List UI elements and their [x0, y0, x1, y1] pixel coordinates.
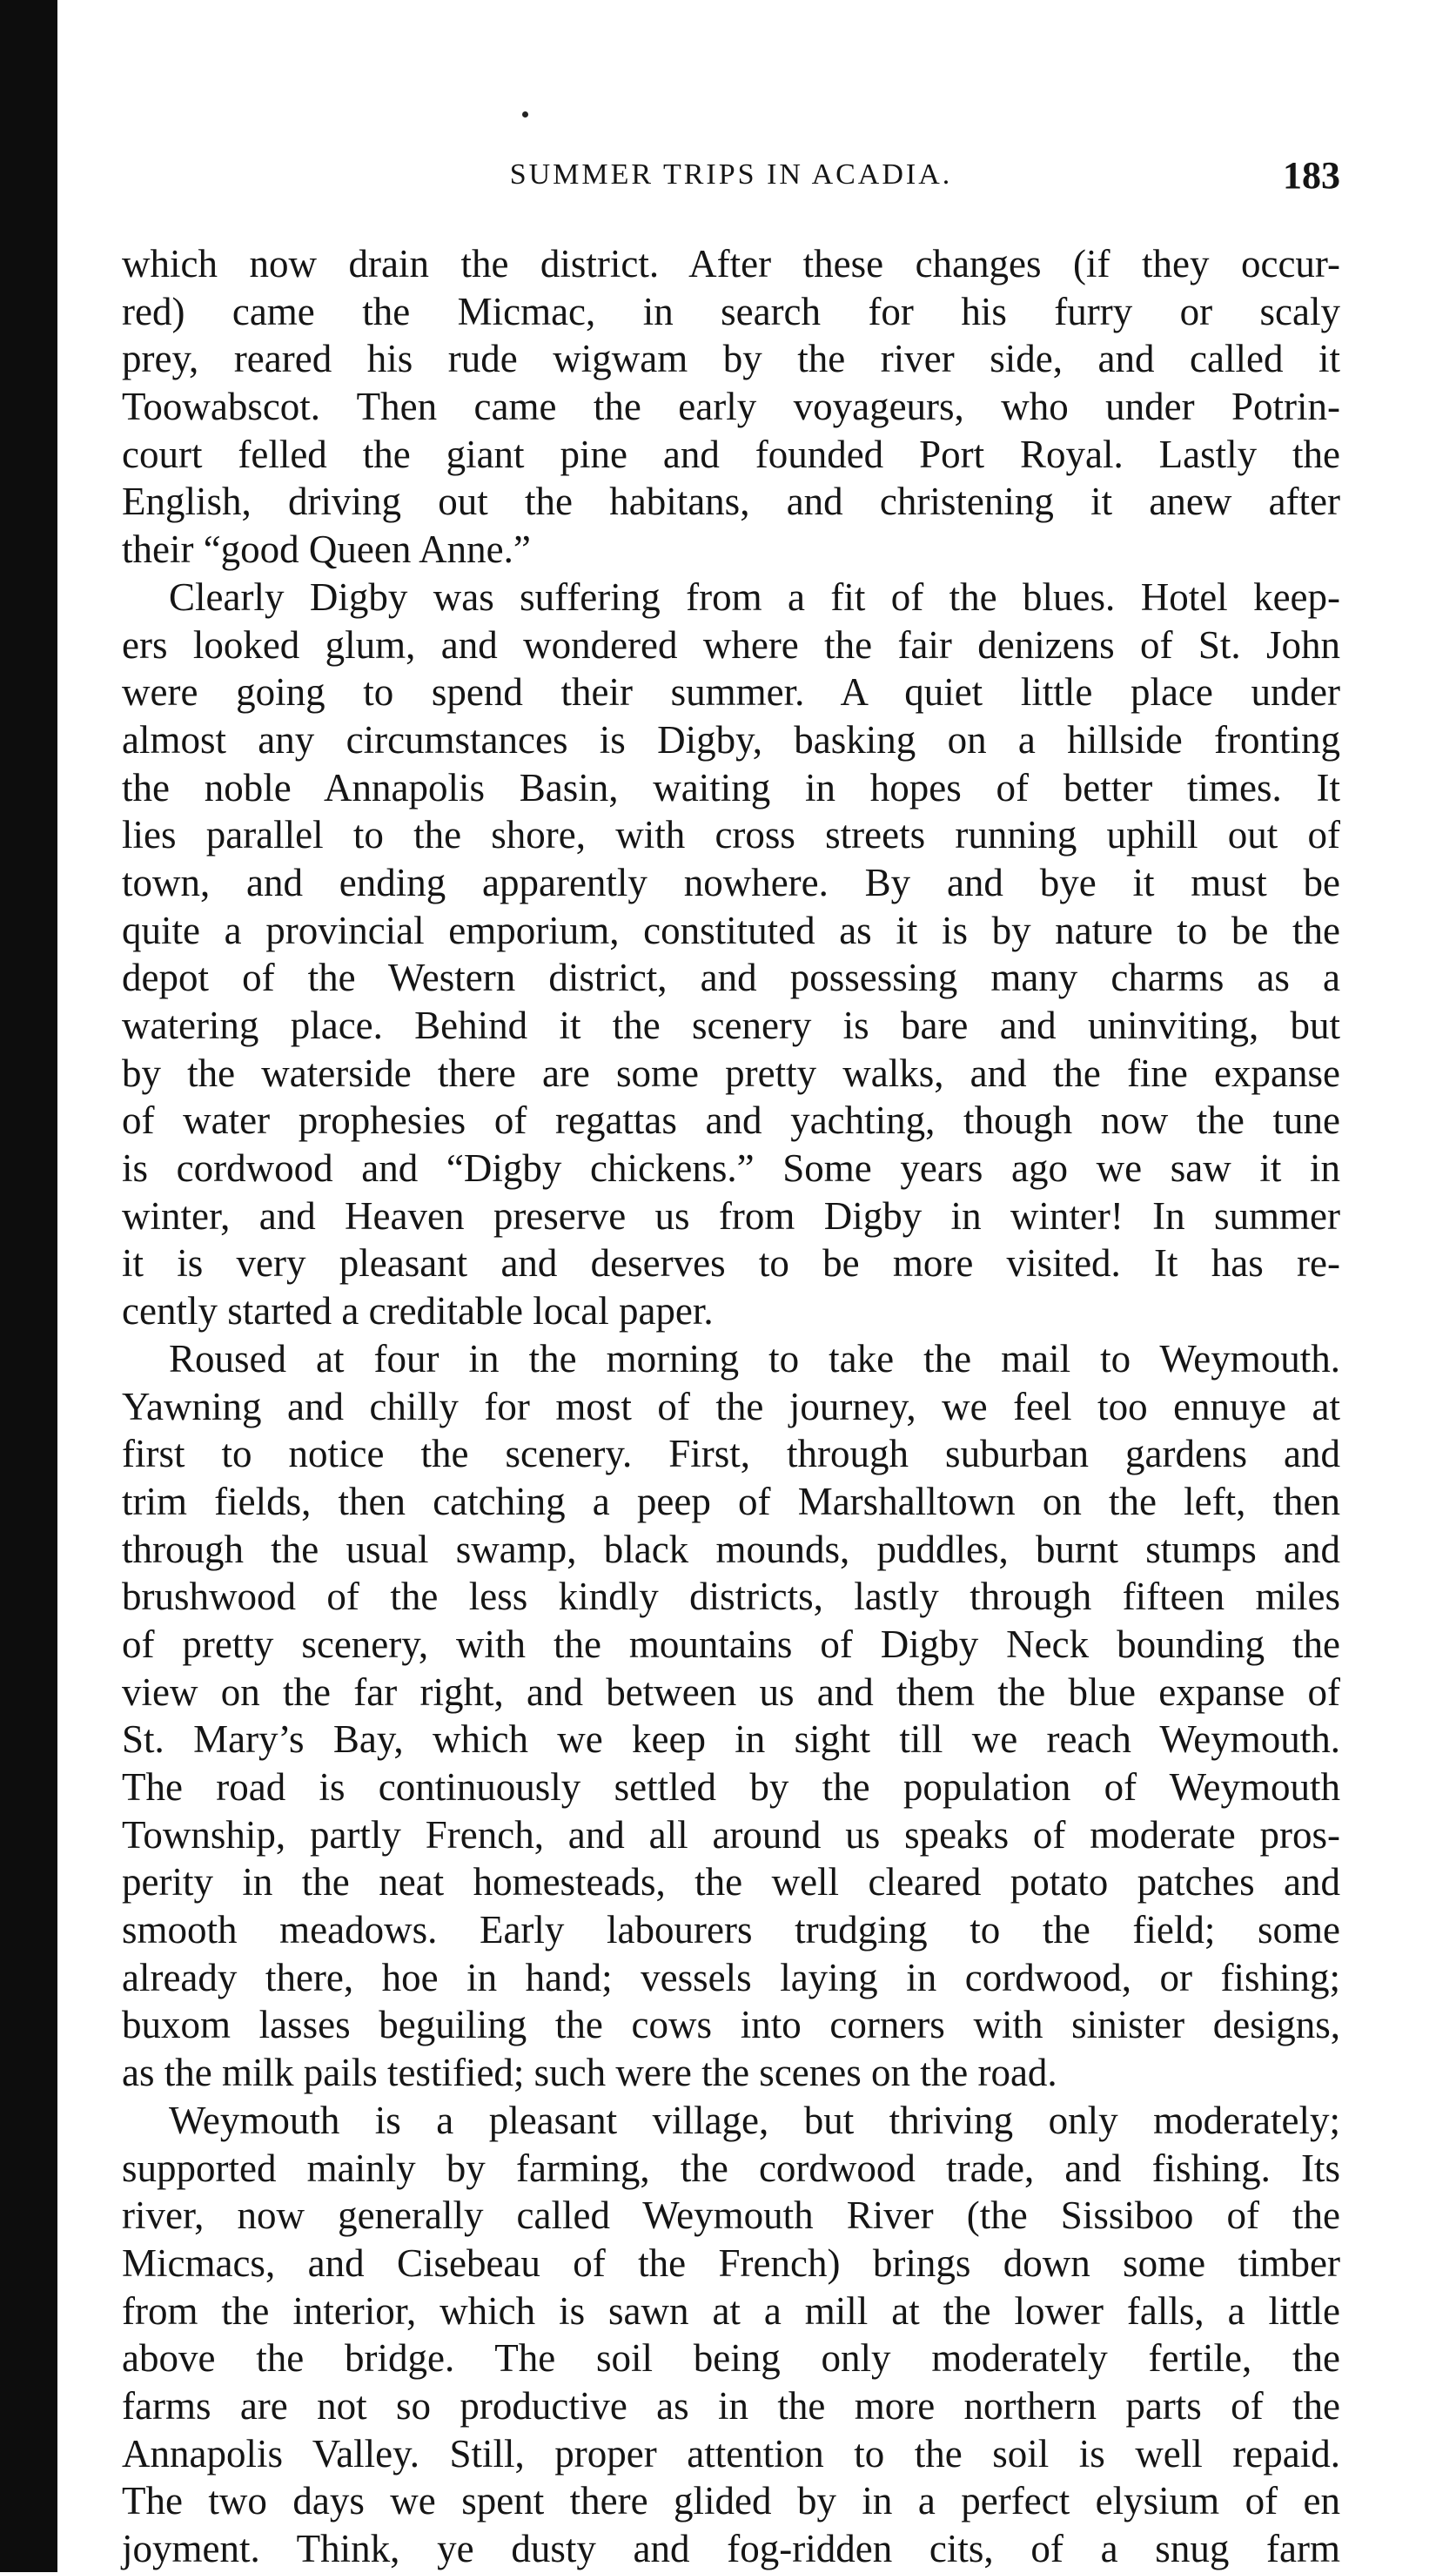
text-line: from the interior, which is sawn at a mill at the lower falls, a little	[122, 2288, 1340, 2333]
text-line: by the waterside there are some pretty walks, and the fine expanse	[122, 1051, 1340, 1095]
text-line: the noble Annapolis Basin, waiting in hopes of better times. It	[122, 765, 1340, 810]
text-line: watering place. Behind it the scenery is bare and uninviting, but	[122, 1004, 1340, 1047]
text-line: cently started a creditable local paper.	[122, 1289, 714, 1334]
print-speck	[522, 111, 528, 118]
body-text	[122, 240, 1340, 2573]
text-line: winter, and Heaven preserve us from Digby in winter! In summer	[122, 1193, 1340, 1238]
text-line: Clearly Digby was suffering from a fit of the blues. Hotel keep-	[169, 574, 1340, 619]
text-line: lies parallel to the shore, with cross streets running uphill out of	[122, 813, 1340, 857]
text-line: smooth meadows. Early labourers trudging to the field; some	[122, 1908, 1340, 1952]
text-line: Weymouth is a pleasant village, but thriving only moderately;	[169, 2098, 1340, 2142]
text-line: St. Mary’s Bay, which we keep in sight till we reach Weymouth.	[122, 1717, 1340, 1762]
text-line: joyment. Think, ye dusty and fog-ridden cits, of a snug farm	[122, 2527, 1340, 2570]
text-line: of pretty scenery, with the mountains of Digby Neck bounding the	[122, 1622, 1340, 1666]
text-line: river, now generally called Weymouth River (the Sissiboo of the	[122, 2193, 1340, 2238]
text-line: perity in the neat homesteads, the well cleared potato patches and	[122, 1860, 1340, 1905]
page-number: 183	[1283, 154, 1340, 197]
text-line: Township, partly French, and all around us speaks of moderate pros-	[122, 1812, 1340, 1857]
text-line: court felled the giant pine and founded Port Royal. Lastly the	[122, 432, 1340, 476]
running-title: SUMMER TRIPS IN ACADIA.	[509, 158, 953, 191]
text-line: supported mainly by farming, the cordwood trade, and fishing. Its	[122, 2146, 1340, 2190]
text-line: as the milk pails testified; such were the scenes on the road.	[122, 2051, 1057, 2095]
running-head	[122, 153, 1340, 205]
text-line: is cordwood and “Digby chickens.” Some years ago we saw it in	[122, 1146, 1340, 1191]
text-line: red) came the Micmac, in search for his furry or scaly	[122, 289, 1340, 333]
text-line: The two days we spent there glided by in a perfect elysium of en	[122, 2479, 1340, 2523]
text-line: of water prophesies of regattas and yachting, though now the tune	[122, 1098, 1340, 1143]
text-line: English, driving out the habitans, and christening it anew after	[122, 480, 1340, 524]
text-line: farms are not so productive as in the more northern parts of the	[122, 2383, 1340, 2428]
text-line: quite a provincial emporium, constituted as it is by nature to be the	[122, 908, 1340, 952]
text-line: already there, hoe in hand; vessels laying in cordwood, or fishing;	[122, 1955, 1340, 1999]
text-line: brushwood of the less kindly districts, lastly through fifteen miles	[122, 1575, 1340, 1619]
text-line: above the bridge. The soil being only moderately fertile, the	[122, 2336, 1340, 2381]
text-line: buxom lasses beguiling the cows into corners with sinister designs,	[122, 2003, 1340, 2047]
text-line: ers looked glum, and wondered where the fair denizens of St. John	[122, 622, 1340, 667]
text-line: town, and ending apparently nowhere. By and bye it must be	[122, 860, 1340, 904]
text-line: Yawning and chilly for most of the journey, we feel too ennuye at	[122, 1384, 1340, 1428]
text-line: Roused at four in the morning to take the mail to Weymouth.	[169, 1336, 1340, 1381]
text-line: which now drain the district. After these changes (if they occur-	[122, 242, 1340, 286]
text-line: almost any circumstances is Digby, basking on a hillside fronting	[122, 717, 1340, 762]
text-line: Micmacs, and Cisebeau of the French) brings down some timber	[122, 2240, 1340, 2285]
text-line: prey, reared his rude wigwam by the river side, and called it	[122, 337, 1340, 381]
book-spine-shadow	[0, 0, 57, 2572]
text-line: trim fields, then catching a peep of Marshalltown on the left, then	[122, 1479, 1340, 1523]
text-line: view on the far right, and between us and them the blue expanse of	[122, 1669, 1340, 1714]
text-line: their “good Queen Anne.”	[122, 527, 531, 572]
text-line: it is very pleasant and deserves to be more visited. It has re-	[122, 1241, 1340, 1286]
text-line: through the usual swamp, black mounds, puddles, burnt stumps and	[122, 1527, 1340, 1571]
text-line: Toowabscot. Then came the early voyageurs, who under Potrin-	[122, 385, 1340, 429]
text-line: depot of the Western district, and possessing many charms as a	[122, 956, 1340, 1000]
text-line: were going to spend their summer. A quiet little place under	[122, 670, 1340, 715]
text-line: The road is continuously settled by the population of Weymouth	[122, 1765, 1340, 1809]
text-line: Annapolis Valley. Still, proper attention to the soil is well repaid.	[122, 2431, 1340, 2476]
text-line: first to notice the scenery. First, through suburban gardens and	[122, 1432, 1340, 1476]
